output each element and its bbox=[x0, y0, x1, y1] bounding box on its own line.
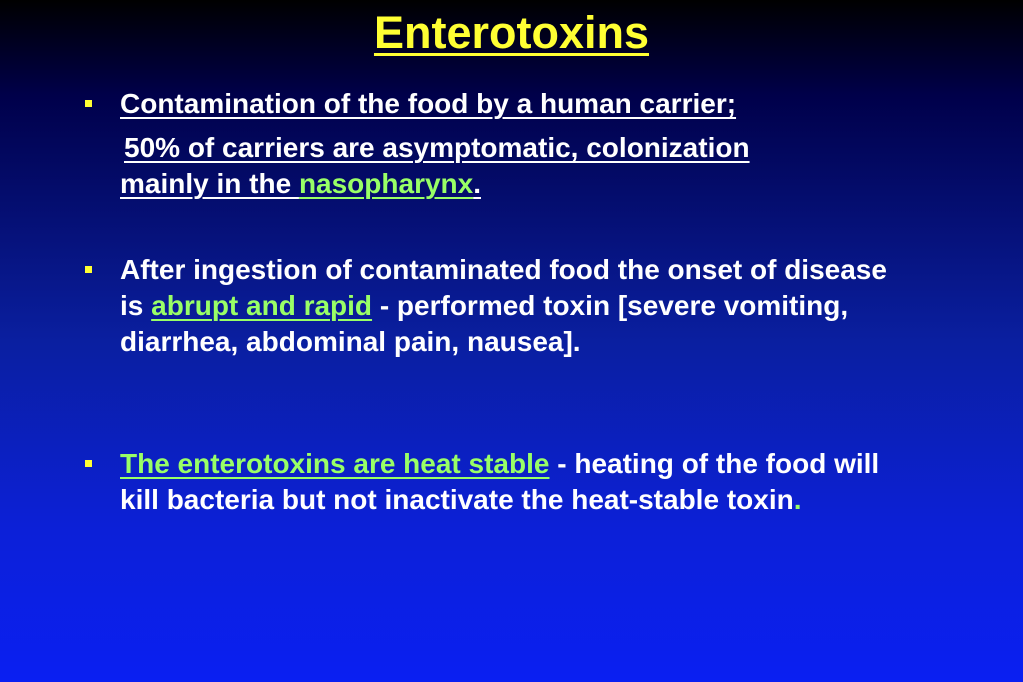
carriers-note-line2-post: . bbox=[473, 168, 481, 199]
bullet-square-icon bbox=[85, 460, 92, 467]
carriers-note bbox=[120, 130, 910, 202]
heat-stable-highlight: The enterotoxins are heat stable bbox=[120, 448, 550, 479]
bullet-onset-post: - performed toxin [severe vomiting, diarrhea, abdominal pain, nausea]. bbox=[120, 290, 849, 357]
bullet-heat-stable-tail: . bbox=[793, 484, 802, 515]
abrupt-rapid-highlight: abrupt and rapid bbox=[151, 290, 373, 321]
bullet-heat-stable-post: - heating of the food will kill bacteria but not inactivate the heat-stable toxin bbox=[120, 448, 880, 515]
carriers-note-line1: 50% of carriers are asymptomatic, colonization bbox=[124, 132, 750, 163]
bullet-square-icon bbox=[85, 100, 92, 107]
nasopharynx-highlight: nasopharynx bbox=[298, 168, 474, 199]
slide-title bbox=[0, 6, 1023, 60]
bullet-square-icon bbox=[85, 266, 92, 273]
slide-title-text: Enterotoxins bbox=[373, 7, 650, 58]
bullet-contamination bbox=[120, 86, 910, 122]
carriers-note-line2-pre: mainly in the bbox=[120, 168, 299, 199]
bullet-onset bbox=[120, 252, 910, 360]
bullet-heat-stable bbox=[120, 446, 910, 518]
bullet-contamination-text: Contamination of the food by a human carrier; bbox=[120, 88, 737, 119]
bullet-onset-pre: After ingestion of contaminated food the onset of disease is bbox=[120, 254, 887, 321]
